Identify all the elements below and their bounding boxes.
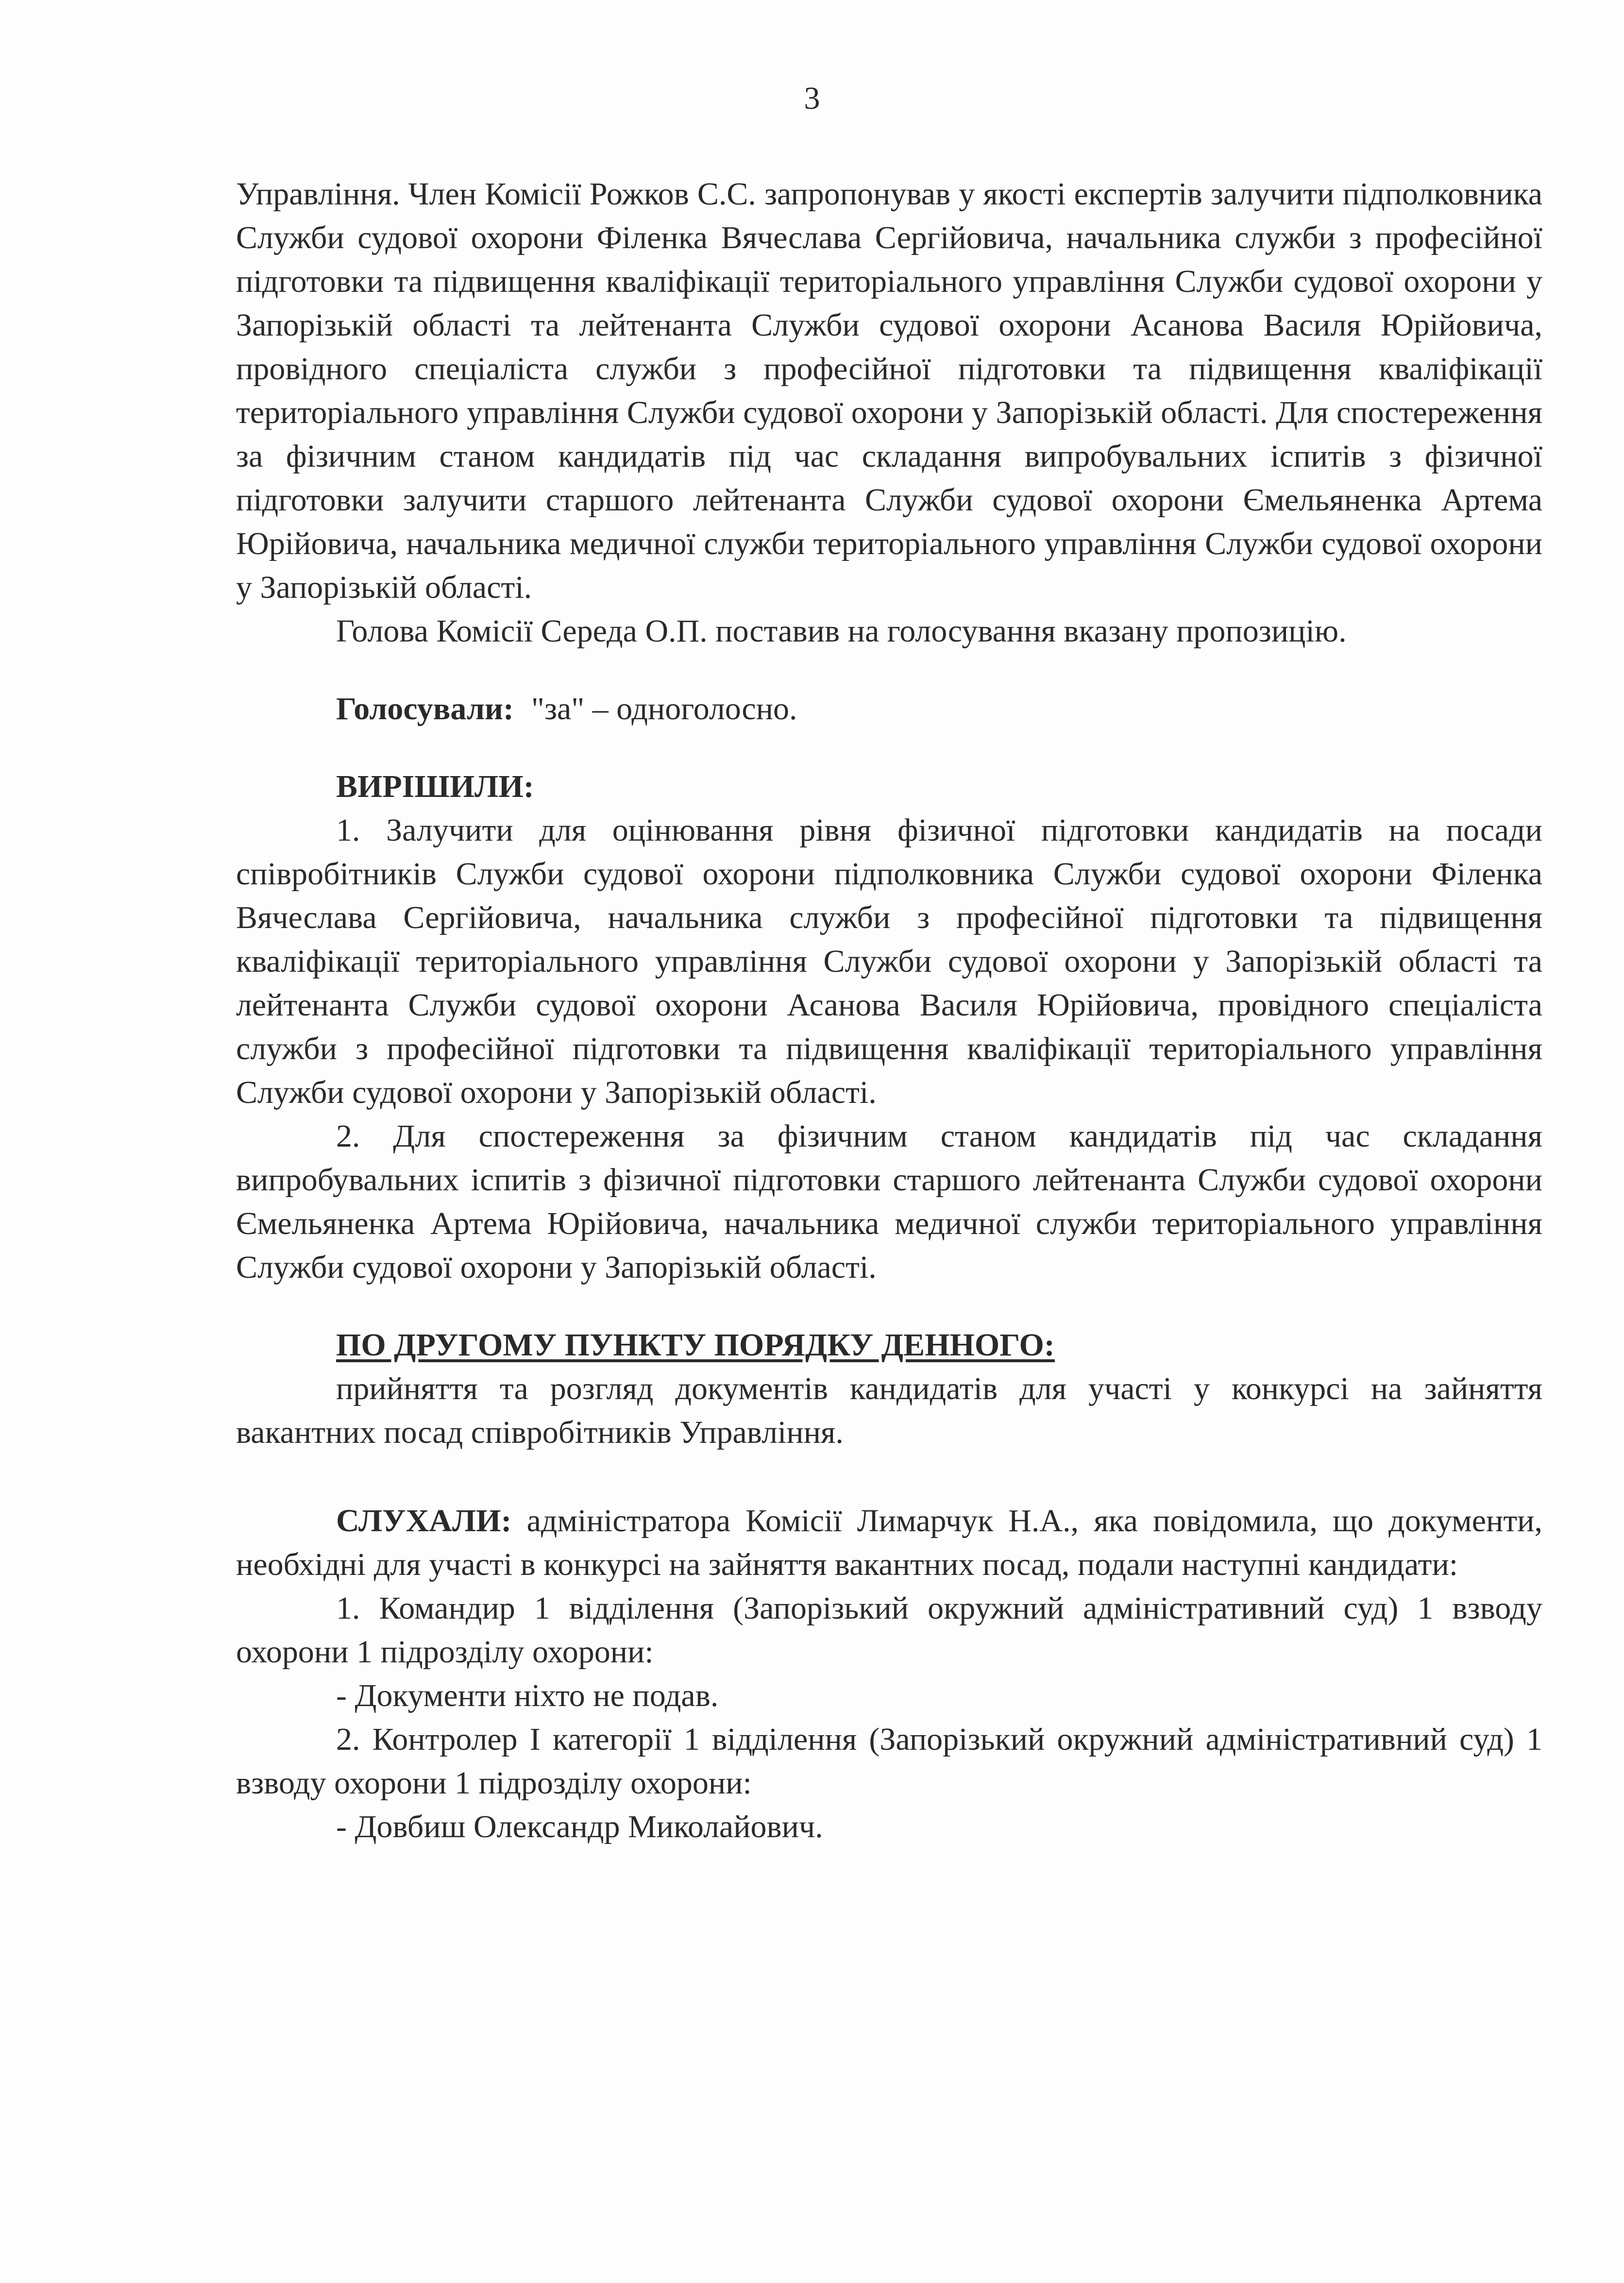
decision-item-2: 2. Для спостереження за фізичним станом кандидатів під час складання випробувальних іспитів з фізичної підготовки старшого лейтенанта Служби судової охорони Ємельяненка Артема Юрійовича, начальника медичної служби територіального управління Служби судової охорони у Запорізькій області.	[236, 1118, 1542, 1285]
spacer	[236, 653, 1542, 687]
heard-label: СЛУХАЛИ:	[336, 1503, 512, 1539]
heard-text: адміністратора Комісії Лимарчук Н.А., яка повідомила, що документи, необхідні для участі в конкурсі на зайняття вакантних посад, подали наступні кандидати:	[236, 1503, 1543, 1582]
vote-label: Голосували:	[336, 691, 514, 727]
vote-result	[236, 687, 1542, 731]
agenda-item-text: прийняття та розгляд документів кандидатів для участі у конкурсі на зайняття вакантних посад співробітників Управління.	[236, 1371, 1542, 1450]
position-2-candidates: - Довбиш Олександр Миколайович.	[336, 1809, 823, 1844]
decision-heading: ВИРІШИЛИ:	[336, 769, 534, 804]
paragraph-experts-proposal: Управління. Член Комісії Рожков С.С. запропонував у якості експертів залучити підполковника Служби судової охорони Філенка Вячеслава Сергійовича, начальника служби з професійної підготовки та підвищення кваліфікації територіального управління Служби судової охорони у Запорізькій області та лейтенанта Служби судової охорони Асанова Василя Юрійовича, провідного спеціаліста служби з професійної підготовки та підвищення кваліфікації територіального управління Служби судової охорони у Запорізькій області. Для спостереження за фізичним станом кандидатів під час складання випробувальних іспитів з фізичної підготовки залучити старшого лейтенанта Служби судової охорони Ємельяненка Артема Юрійовича, начальника медичної служби територіального управління Служби судової охорони у Запорізькій області.	[236, 176, 1542, 605]
spacer	[236, 1289, 1542, 1323]
vote-value: "за" – одноголосно.	[531, 691, 797, 727]
spacer	[236, 1454, 1542, 1499]
page-number: 3	[804, 81, 820, 116]
position-2: 2. Контролер І категорії 1 відділення (Запорізький окружний адміністративний суд) 1 взводу охорони 1 підрозділу охорони:	[236, 1722, 1542, 1801]
agenda-item-heading	[236, 1323, 1542, 1367]
agenda-item-heading-text: ПО ДРУГОМУ ПУНКТУ ПОРЯДКУ ДЕННОГО:	[336, 1327, 1055, 1363]
spacer	[236, 731, 1542, 765]
position-1: 1. Командир 1 відділення (Запорізький окружний адміністративний суд) 1 взводу охорони 1 підрозділу охорони:	[236, 1590, 1542, 1670]
paragraph-chair-vote-call: Голова Комісії Середа О.П. поставив на голосування вказану пропозицію.	[336, 613, 1347, 649]
document-body	[236, 172, 1542, 1849]
decision-item-1: 1. Залучити для оцінювання рівня фізичної підготовки кандидатів на посади співробітників Служби судової охорони підполковника Служби судової охорони Філенка Вячеслава Сергійовича, начальника служби з професійної підготовки та підвищення кваліфікації територіального управління Служби судової охорони у Запорізькій області та лейтенанта Служби судової охорони Асанова Василя Юрійовича, провідного спеціаліста служби з професійної підготовки та підвищення кваліфікації територіального управління Служби судової охорони у Запорізькій області.	[236, 812, 1542, 1110]
heard-paragraph	[236, 1499, 1542, 1587]
position-1-candidates: - Документи ніхто не подав.	[336, 1678, 719, 1713]
